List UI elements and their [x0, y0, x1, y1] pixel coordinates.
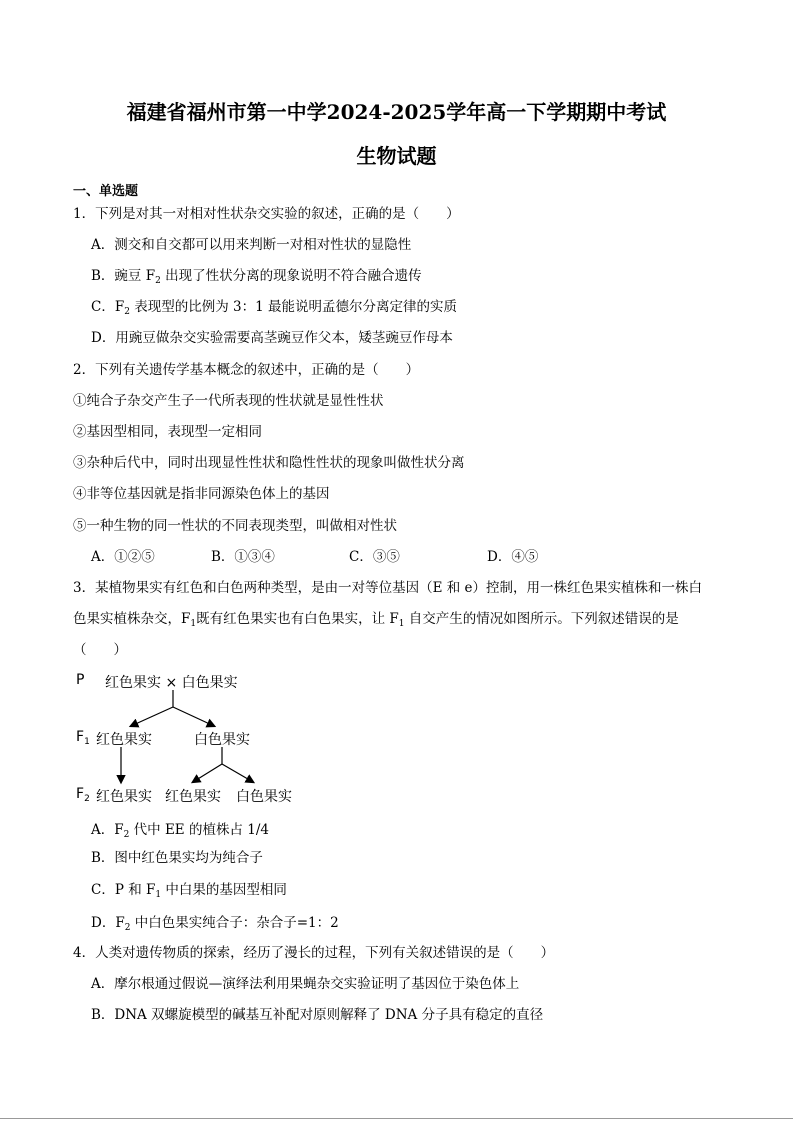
- page-title: 福建省福州市第一中学2024-2025学年高一下学期期中考试: [126, 100, 667, 124]
- question-2-statement-2: ②基因型相同，表现型一定相同: [73, 424, 262, 440]
- question-1-option-d: D．用豌豆做杂交实验需要高茎豌豆作父本，矮茎豌豆作母本: [91, 330, 453, 346]
- page-subtitle: 生物试题: [356, 144, 437, 168]
- question-4-option-b: B．DNA 双螺旋模型的碱基互补配对原则解释了 DNA 分子具有稳定的直径: [91, 1007, 544, 1023]
- question-2-option-a: A．①②⑤: [91, 549, 155, 565]
- question-3-stem-line-1: 3．某植物果实有红色和白色两种类型，是由一对等位基因（E 和 e）控制，用一株红色果实植株和一株白: [73, 580, 703, 596]
- diagram-f2-label: $F_2$: [76, 786, 90, 804]
- question-3-option-b: B．图中红色果实均为纯合子: [91, 850, 263, 866]
- question-1-option-c: C．$F_2$ 表现型的比例为 3：1 最能说明孟德尔分离定律的实质: [91, 299, 457, 317]
- diagram-f1-label: $F_1$: [76, 729, 90, 747]
- arrow-to-f2-white: [222, 764, 253, 782]
- question-2-statement-4: ④非等位基因就是指非同源染色体上的基因: [73, 486, 330, 502]
- question-3-stem-line-3: （ ）: [73, 642, 127, 658]
- question-4-stem: 4．人类对遗传物质的探索，经历了漫长的过程，下列有关叙述错误的是（ ）: [73, 945, 555, 961]
- arrow-to-f1-white: [173, 707, 214, 726]
- diagram-p-cross: 红色果实 × 白色果实: [105, 675, 238, 691]
- question-2-stem: 2．下列有关遗传学基本概念的叙述中，正确的是（ ）: [73, 362, 420, 378]
- question-2-statement-5: ⑤一种生物的同一性状的不同表现类型，叫做相对性状: [73, 518, 397, 534]
- arrow-to-f1-red: [131, 707, 173, 726]
- diagram-f2-white: 白色果实: [236, 789, 292, 805]
- question-1-option-a: A．测交和自交都可以用来判断一对相对性状的显隐性: [91, 237, 412, 253]
- question-3-option-c: C．P 和 $F_1$ 中白果的基因型相同: [91, 882, 287, 900]
- question-1-option-b: B．豌豆 $F_2$ 出现了性状分离的现象说明不符合融合遗传: [91, 268, 422, 286]
- question-3-stem-line-2: 色果实植株杂交，$F_1$既有红色果实也有白色果实，让 $F_1$ 自交产生的情况如图所示。下列叙述错误的是: [73, 611, 679, 629]
- question-3-option-d: D．$F_2$ 中白色果实纯合子：杂合子=1：2: [91, 915, 339, 933]
- diagram-f1-white: 白色果实: [194, 732, 250, 748]
- diagram-f2-red-from-red: 红色果实: [96, 789, 152, 805]
- diagram-f1-red: 红色果实: [96, 732, 152, 748]
- question-2-statement-1: ①纯合子杂交产生子一代所表现的性状就是显性性状: [73, 393, 384, 409]
- section-heading: 一、单选题: [73, 184, 139, 199]
- question-2-statement-3: ③杂种后代中，同时出现显性性状和隐性性状的现象叫做性状分离: [73, 455, 465, 471]
- question-3-option-a: A．$F_2$ 代中 EE 的植株占 1/4: [91, 822, 269, 840]
- question-1-stem: 1．下列是对其一对相对性状杂交实验的叙述，正确的是（ ）: [73, 206, 460, 222]
- question-4-option-a: A．摩尔根通过假说—演绎法利用果蝇杂交实验证明了基因位于染色体上: [91, 976, 520, 992]
- question-2-option-c: C．③⑤: [349, 549, 400, 565]
- arrow-to-f2-red: [193, 764, 222, 782]
- diagram-f2-red-from-white: 红色果实: [165, 789, 221, 805]
- diagram-p-label: P: [76, 672, 85, 688]
- question-2-option-b: B．①③④: [211, 549, 275, 565]
- question-2-option-d: D．④⑤: [487, 549, 539, 565]
- page-bottom-border: [0, 1118, 793, 1119]
